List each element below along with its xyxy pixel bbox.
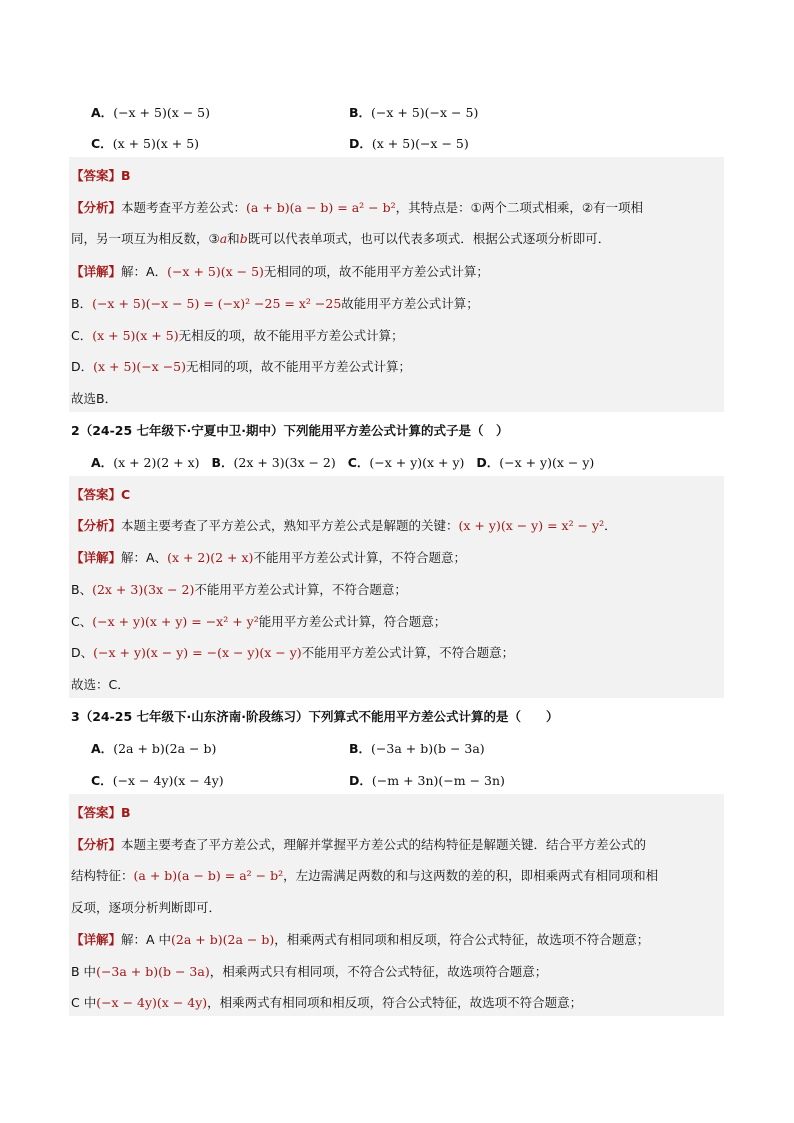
q3-analysis-line3: 反项，逐项分析判断即可． xyxy=(71,900,222,915)
q2-detail-line4: D、(−x + y)(x − y) = −(x − y)(x − y)不能用平方差公式计算，不符合题意； xyxy=(71,645,515,660)
q2-answer: 【答案】C xyxy=(71,487,131,502)
q3-analysis-line1: 【分析】本题主要考查了平方差公式，理解并掌握平方差公式的结构特征是解题关键．结合平方差公式的 xyxy=(71,837,647,852)
q3-stem: 3（24-25 七年级下·山东济南·阶段练习）下列算式不能用平方差公式计算的是（ ） xyxy=(71,709,559,724)
q1-conclusion: 故选B． xyxy=(71,391,118,406)
q3-option-c: C．(−x − 4y)(x − 4y) xyxy=(91,773,224,788)
q2-detail-line3: C、(−x + y)(x + y) = −x² + y²能用平方差公式计算，符合题意； xyxy=(71,614,447,629)
q3-option-a: A．(2a + b)(2a − b) xyxy=(91,741,217,756)
q1-detail-line2: B．(−x + 5)(−x − 5) = (−x)² −25 = x² −25故能用平方差公式计算； xyxy=(71,296,479,311)
q1-option-d: D．(x + 5)(−x − 5) xyxy=(349,136,469,151)
q1-analysis-line2: 同，另一项互为相反数，③a和b既可以代表单项式，也可以代表多项式．根据公式逐项分析即可． xyxy=(71,231,611,246)
q3-analysis-line2: 结构特征：(a + b)(a − b) = a² − b²，左边需满足两数的和与这两数的差的积，即相乘两式有相同项和相 xyxy=(71,868,659,883)
q3-detail-line1: 【详解】解：A 中(2a + b)(2a − b)，相乘两式有相同项和相反项，符合公式特征，故选项不符合题意； xyxy=(71,932,650,947)
q2-conclusion: 故选：C． xyxy=(71,677,130,692)
q1-option-c: C．(x + 5)(x + 5) xyxy=(91,136,200,151)
q1-detail-line3: C．(x + 5)(x + 5)无相反的项，故不能用平方差公式计算； xyxy=(71,328,404,343)
q3-option-d: D．(−m + 3n)(−m − 3n) xyxy=(349,773,505,788)
q3-option-b: B．(−3a + b)(b − 3a) xyxy=(349,741,485,756)
q1-detail-line1: 【详解】解：A．(−x + 5)(x − 5)无相同的项，故不能用平方差公式计算； xyxy=(71,264,489,279)
q1-option-a: A．(−x + 5)(x − 5) xyxy=(91,105,211,120)
q1-answer: 【答案】B xyxy=(71,168,131,183)
q3-answer: 【答案】B xyxy=(71,805,131,820)
q2-analysis: 【分析】本题主要考查了平方差公式，熟知平方差公式是解题的关键：(x + y)(x − y) = x² − y²． xyxy=(71,518,617,533)
q1-option-b: B．(−x + 5)(−x − 5) xyxy=(349,105,479,120)
q3-detail-line3: C 中(−x − 4y)(x − 4y)，相乘两式有相同项和相反项，符合公式特征，故选项不符合题意； xyxy=(71,995,583,1010)
q1-analysis-line1: 【分析】本题考查平方差公式：(a + b)(a − b) = a² − b²，其特点是：①两个二项式相乘，②有一项相 xyxy=(71,200,644,215)
q2-options: A．(x + 2)(2 + x) B．(2x + 3)(3x − 2) C．(−x + y)(x + y) D．(−x + y)(x − y) xyxy=(91,455,595,470)
q2-detail-line1: 【详解】解：A、(x + 2)(2 + x)不能用平方差公式计算，不符合题意； xyxy=(71,550,466,565)
q2-detail-line2: B、(2x + 3)(3x − 2)不能用平方差公式计算，不符合题意； xyxy=(71,582,407,597)
q1-detail-line4: D．(x + 5)(−x −5)无相同的项，故不能用平方差公式计算； xyxy=(71,359,412,374)
q3-detail-line2: B 中(−3a + b)(b − 3a)，相乘两式只有相同项，不符合公式特征，故选项符合题意； xyxy=(71,964,548,979)
q2-stem: 2（24-25 七年级下·宁夏中卫·期中）下列能用平方差公式计算的式子是（ ） xyxy=(71,423,509,438)
